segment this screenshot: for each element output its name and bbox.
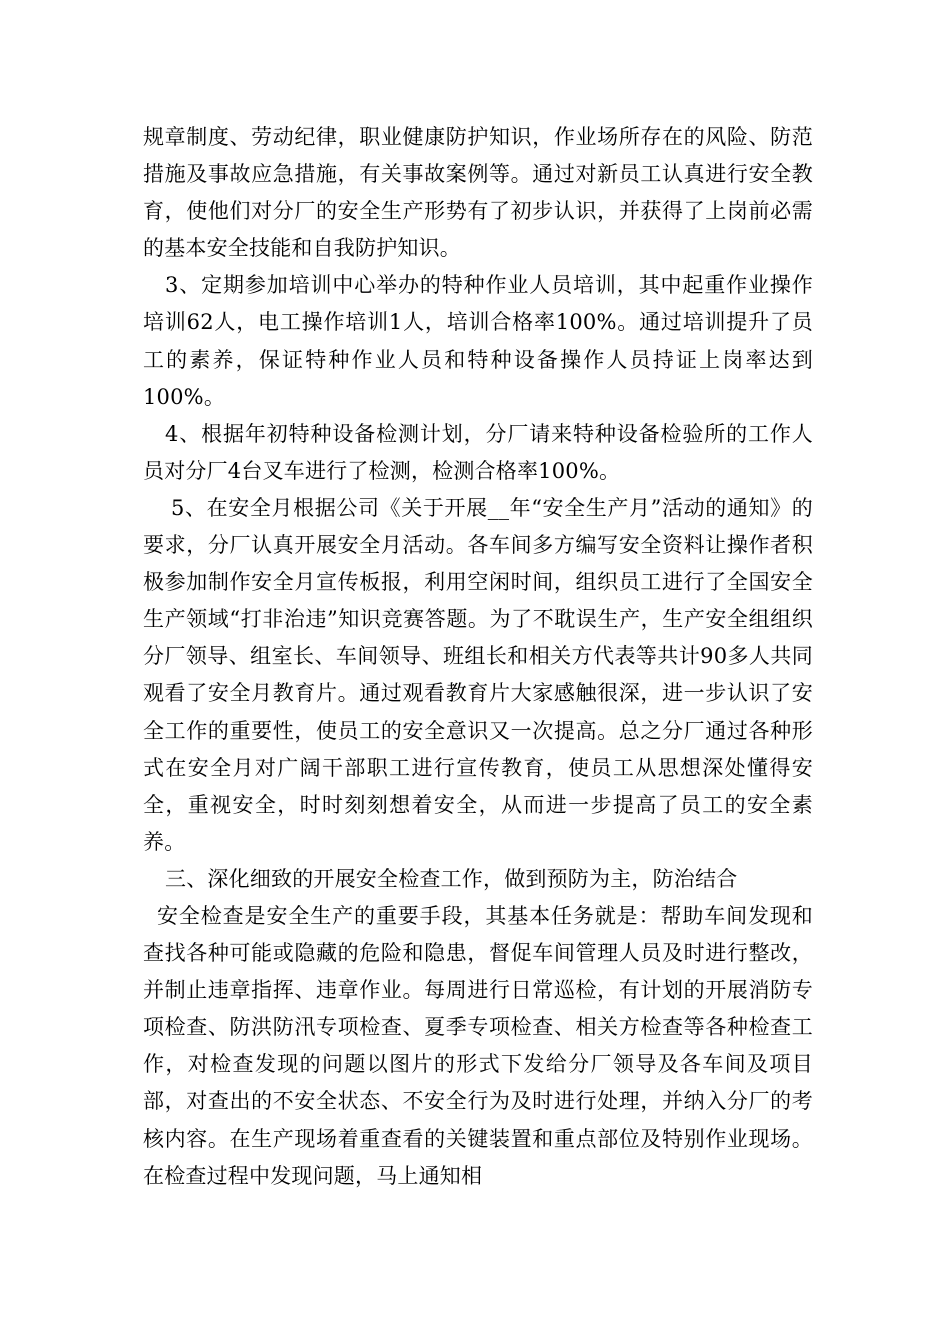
section-heading-safety-inspection: 三、深化细致的开展安全检查工作，做到预防为主，防治结合 xyxy=(165,866,738,891)
paragraph-safety-inspection: 安全检查是安全生产的重要手段，其基本任务就是：帮助车间发现和查找各种可能或隐藏的危险和隐患，督促车间管理人员及时进行整改，并制止违章指挥、违章作业。每周进行日常巡检，有计划的开展消防专项检查、防洪防汛专项检查、夏季专项检查、相关方检查等各种检查工作，对检查发现的问题以图片的形式下发给分厂领导及各车间及项目部，对查出的不安全状态、不安全行为及时进行处理，并纳入分厂的考核内容。在生产现场着重查看的关键装置和重点部位及特别作业现场。在检查过程中发现问题，马上通知相 xyxy=(143,903,813,1188)
document-body xyxy=(143,119,813,1195)
paragraph-equipment-inspection: 4、根据年初特种设备检测计划，分厂请来特种设备检验所的工作人员对分厂4台叉车进行了检测，检测合格率100%。 xyxy=(143,421,813,483)
paragraph-special-operation-training: 3、定期参加培训中心举办的特种作业人员培训，其中起重作业操作培训62人，电工操作培训1人，培训合格率100%。通过培训提升了员工的素养，保证特种作业人员和特种设备操作人员持证上岗率达到100%。 xyxy=(143,273,813,409)
paragraph-safety-month: 5、在安全月根据公司《关于开展__年“安全生产月”活动的通知》的要求，分厂认真开展安全月活动。各车间多方编写安全资料让操作者积极参加制作安全月宣传板报，利用空闲时间，组织员工进行了全国安全生产领域“打非治违”知识竞赛答题。为了不耽误生产，生产安全组组织分厂领导、组室长、车间领导、班组长和相关方代表等共计90多人共同观看了安全月教育片。通过观看教育片大家感触很深，进一步认识了安全工作的重要性，使员工的安全意识又一次提高。总之分厂通过各种形式在安全月对广阔干部职工进行宣传教育，使员工从思想深处懂得安全，重视安全，时时刻刻想着安全，从而进一步提高了员工的安全素养。 xyxy=(143,495,813,854)
paragraph-training-content: 规章制度、劳动纪律，职业健康防护知识，作业场所存在的风险、防范措施及事故应急措施，有关事故案例等。通过对新员工认真进行安全教育，使他们对分厂的安全生产形势有了初步认识，并获得了上岗前必需的基本安全技能和自我防护知识。 xyxy=(143,125,813,261)
